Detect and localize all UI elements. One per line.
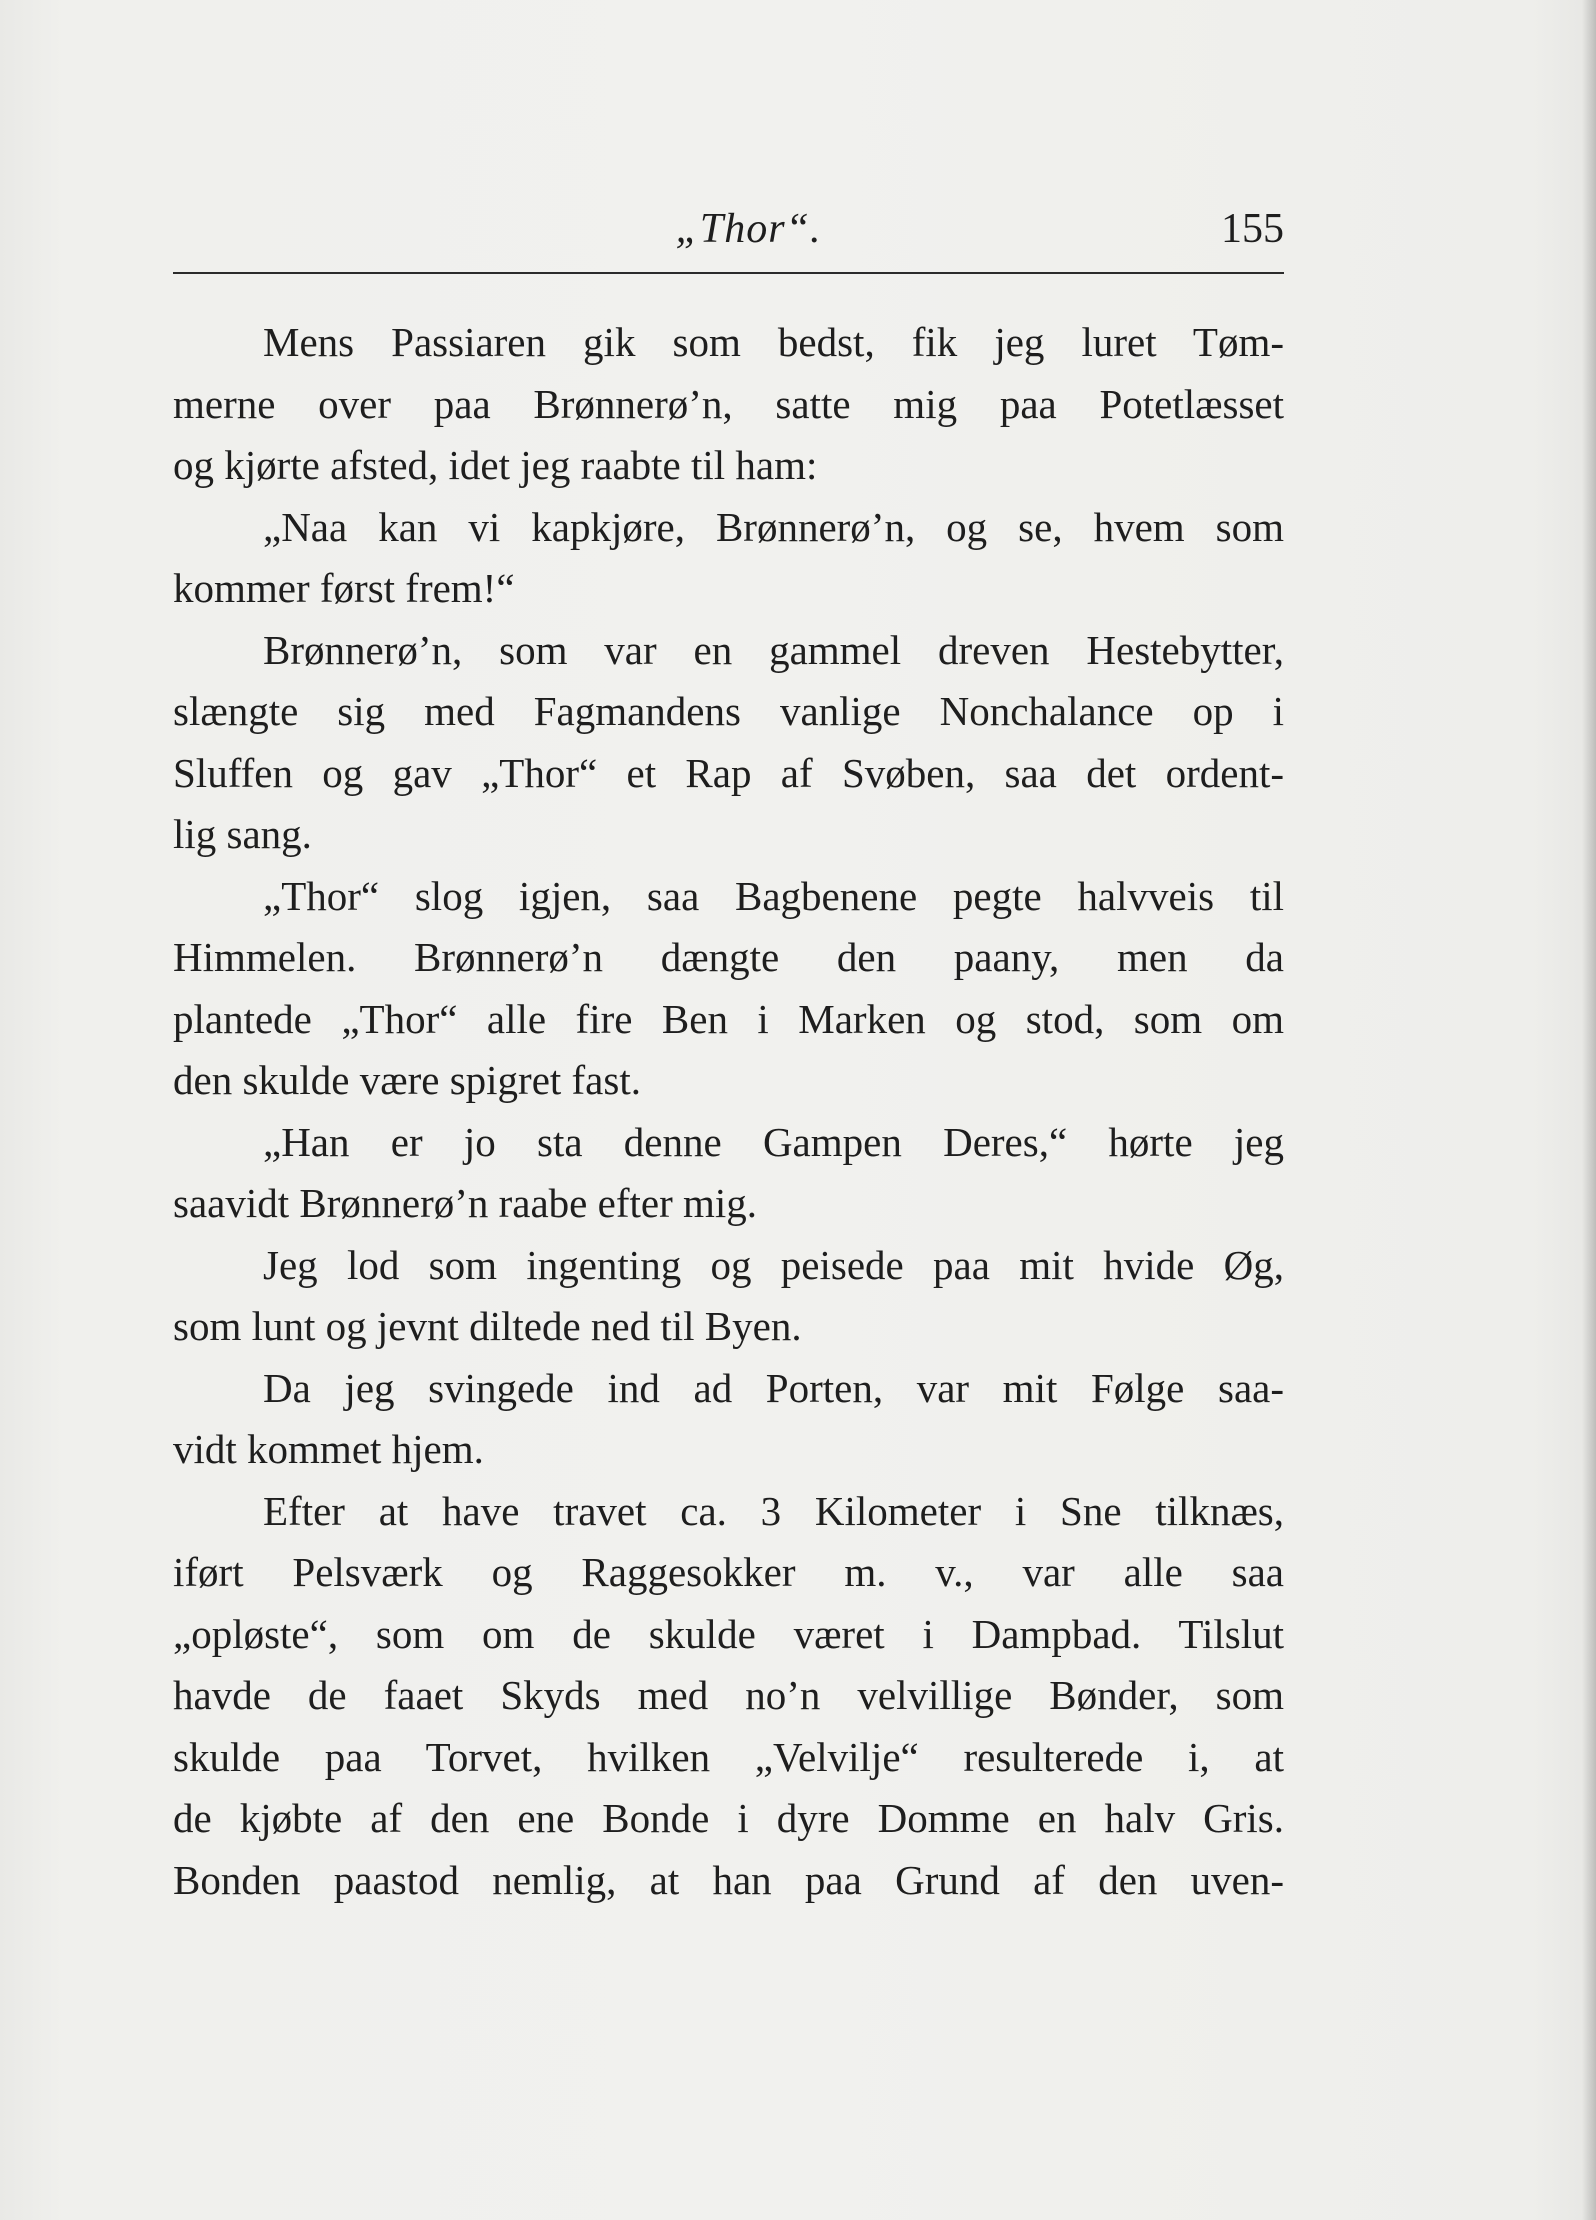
header-rule [173,272,1284,274]
text-line: plantede „Thor“ alle fire Ben i Marken og stod, som om [173,995,1284,1042]
text-line: som lunt og jevnt diltede ned til Byen. [173,1303,802,1349]
running-title: „Thor“. [675,206,822,252]
text-line: og kjørte afsted, idet jeg raabte til ham: [173,442,818,488]
body-text [173,312,1284,1911]
text-line: saavidt Brønnerø’n raabe efter mig. [173,1180,758,1226]
text-line: iført Pelsværk og Raggesokker m. v., var alle saa [173,1549,1284,1595]
text-line: „Thor“ slog igjen, saa Bagbenene pegte halvveis til [263,872,1284,919]
text-line: den skulde være spigret fast. [173,1057,641,1103]
text-line: Jeg lod som ingenting og peisede paa mit hvide Øg, [263,1241,1284,1288]
text-line: Da jeg svingede ind ad Porten, var mit Følge saa- [263,1364,1284,1411]
text-line: „Han er jo sta denne Gampen Deres,“ hørte jeg [263,1118,1284,1165]
text-line: merne over paa Brønnerø’n, satte mig paa Potetlæsset [173,380,1284,427]
text-line: lig sang. [173,811,312,857]
text-line: skulde paa Torvet, hvilken „Velvilje“ resulterede i, at [173,1733,1284,1780]
text-line: havde de faaet Skyds med no’n velvillige Bønder, som [173,1672,1284,1718]
text-line: Efter at have travet ca. 3 Kilometer i Sne tilknæs, [263,1487,1284,1534]
text-line: Mens Passiaren gik som bedst, fik jeg luret Tøm- [263,319,1284,365]
text-line: vidt kommet hjem. [173,1426,484,1472]
text-line: „Naa kan vi kapkjøre, Brønnerø’n, og se, hvem som [263,503,1284,550]
text-line: „opløste“, som om de skulde været i Dampbad. Tilslut [173,1610,1284,1657]
text-line: Brønnerø’n, som var en gammel dreven Hestebytter, [263,626,1284,673]
page-edge-shadow [1582,0,1596,2220]
text-line: Bonden paastod nemlig, at han paa Grund af den uven- [173,1856,1284,1903]
text-line: Sluffen og gav „Thor“ et Rap af Svøben, saa det ordent- [173,749,1284,796]
text-line: kommer først frem!“ [173,565,515,611]
text-line: de kjøbte af den ene Bonde i dyre Domme en halv Gris. [173,1795,1284,1841]
running-head [173,205,1284,265]
text-line: slængte sig med Fagmandens vanlige Nonchalance op i [173,688,1284,734]
page-number: 155 [1221,206,1284,252]
text-line: Himmelen. Brønnerø’n dængte den paany, men da [173,934,1284,980]
